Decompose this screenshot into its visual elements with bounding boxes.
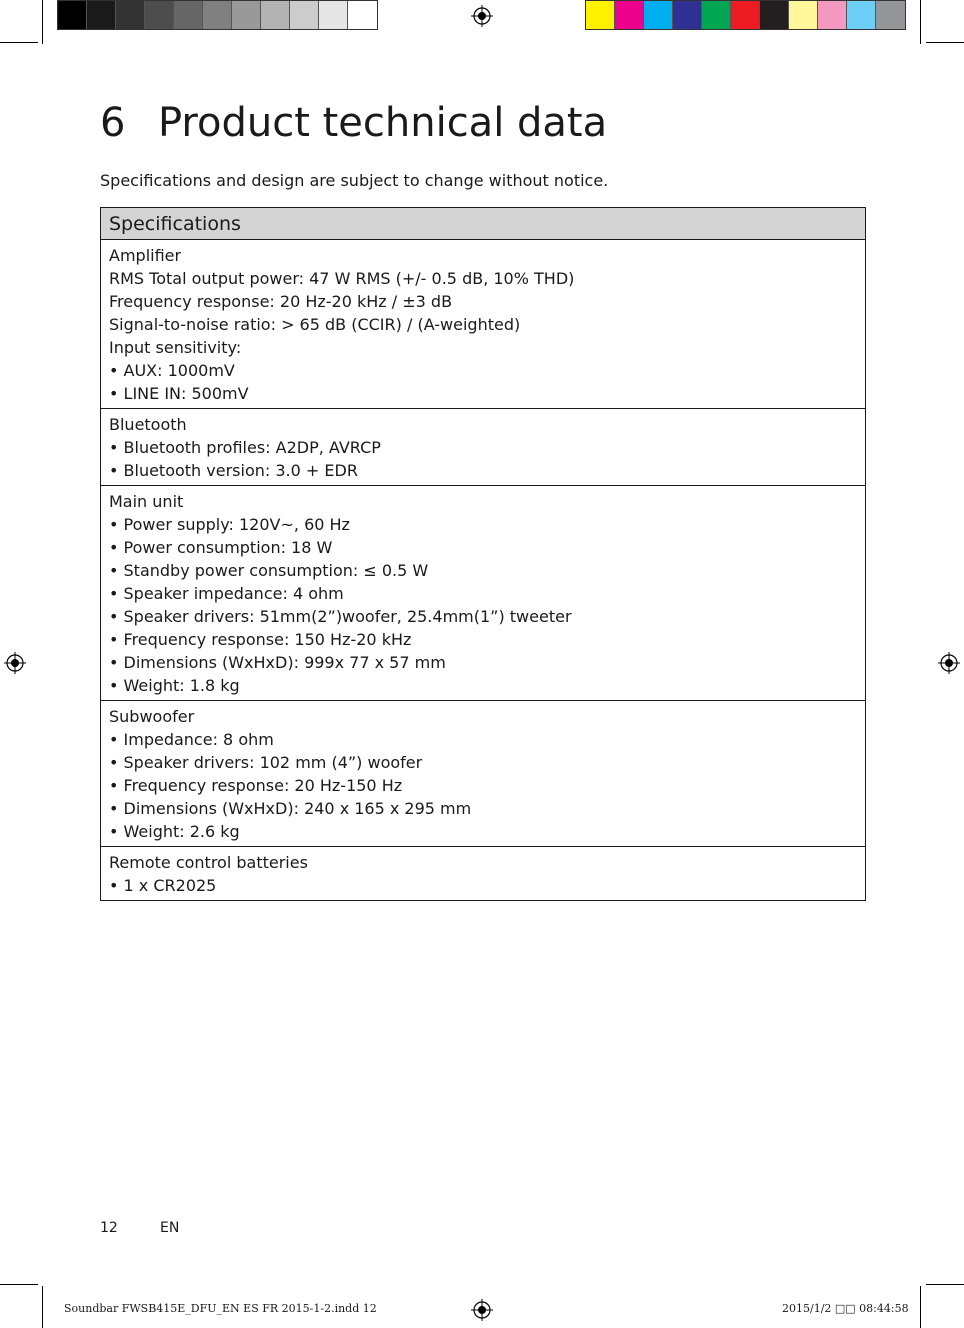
spec-item: Signal-to-noise ratio: > 65 dB (CCIR) / (A-weighted) — [109, 315, 521, 334]
color-swatch — [203, 1, 232, 29]
disclaimer-text: Specifications and design are subject to change without notice. — [100, 171, 609, 190]
spec-item: • Speaker impedance: 4 ohm — [109, 584, 344, 603]
spec-item: Input sensitivity: — [109, 338, 242, 357]
section-heading: Bluetooth — [109, 415, 187, 434]
color-swatch — [789, 1, 818, 29]
spec-item: • Frequency response: 150 Hz-20 kHz — [109, 630, 412, 649]
color-swatch — [290, 1, 319, 29]
spec-item: • Speaker drivers: 51mm(2”)woofer, 25.4mm(1”) tweeter — [109, 607, 572, 626]
crop-mark — [42, 1286, 43, 1328]
color-swatch — [731, 1, 760, 29]
section-title: Product technical data — [158, 100, 608, 146]
crop-mark — [0, 1284, 38, 1285]
table-row — [101, 409, 865, 486]
spec-item: • Power consumption: 18 W — [109, 538, 333, 557]
print-slug-filename: Soundbar FWSB415E_DFU_EN ES FR 2015-1-2.indd 12 — [64, 1302, 377, 1315]
section-heading: Main unit — [109, 492, 184, 511]
color-swatch — [348, 1, 377, 29]
table-row — [101, 240, 865, 409]
table-row — [101, 701, 865, 847]
registration-mark-icon — [471, 1299, 493, 1321]
spec-item: • Power supply: 120V~, 60 Hz — [109, 515, 350, 534]
spec-item: • Bluetooth profiles: A2DP, AVRCP — [109, 438, 381, 457]
spec-item: • Weight: 2.6 kg — [109, 822, 240, 841]
crop-mark — [920, 1286, 921, 1328]
color-swatch — [145, 1, 174, 29]
color-swatch — [673, 1, 702, 29]
crop-mark — [42, 0, 43, 44]
language-code: EN — [160, 1220, 180, 1236]
color-swatch — [615, 1, 644, 29]
color-swatch — [644, 1, 673, 29]
table-body — [101, 240, 865, 900]
spec-item: • Dimensions (WxHxD): 240 x 165 x 295 mm — [109, 799, 472, 818]
spec-item: Frequency response: 20 Hz-20 kHz / ±3 dB — [109, 292, 453, 311]
color-swatch — [87, 1, 116, 29]
color-swatch — [702, 1, 731, 29]
page-title — [100, 100, 607, 146]
color-swatch — [818, 1, 847, 29]
spec-item: • Bluetooth version: 3.0 + EDR — [109, 461, 358, 480]
table-row — [101, 847, 865, 900]
registration-mark-icon — [471, 5, 493, 27]
crop-mark — [926, 1284, 964, 1285]
color-swatch — [876, 1, 905, 29]
spec-item: • Weight: 1.8 kg — [109, 676, 240, 695]
cmyk-color-bar — [585, 0, 906, 30]
color-swatch — [847, 1, 876, 29]
spec-item: • Speaker drivers: 102 mm (4”) woofer — [109, 753, 423, 772]
print-slug-timestamp: 2015/1/2 □□ 08:44:58 — [782, 1302, 909, 1315]
page-number: 12 — [100, 1220, 118, 1236]
color-swatch — [58, 1, 87, 29]
table-header: Specifications — [101, 208, 865, 240]
grayscale-color-bar — [57, 0, 378, 30]
spec-item: • 1 x CR2025 — [109, 876, 217, 895]
spec-item: • Dimensions (WxHxD): 999x 77 x 57 mm — [109, 653, 446, 672]
crop-mark — [0, 42, 38, 43]
section-heading: Subwoofer — [109, 707, 195, 726]
spec-item: RMS Total output power: 47 W RMS (+/- 0.5 dB, 10% THD) — [109, 269, 575, 288]
color-swatch — [760, 1, 789, 29]
registration-mark-icon — [4, 652, 26, 674]
spec-item: • AUX: 1000mV — [109, 361, 235, 380]
spec-item: • Standby power consumption: ≤ 0.5 W — [109, 561, 429, 580]
spec-item: • Impedance: 8 ohm — [109, 730, 274, 749]
color-swatch — [232, 1, 261, 29]
color-swatch — [116, 1, 145, 29]
spec-item: • LINE IN: 500mV — [109, 384, 249, 403]
table-row — [101, 486, 865, 701]
section-heading: Remote control batteries — [109, 853, 308, 872]
registration-mark-icon — [938, 652, 960, 674]
section-heading: Amplifier — [109, 246, 182, 265]
color-swatch — [261, 1, 290, 29]
crop-mark — [920, 0, 921, 44]
specifications-table — [100, 207, 866, 901]
color-swatch — [174, 1, 203, 29]
crop-mark — [926, 42, 964, 43]
color-swatch — [319, 1, 348, 29]
spec-item: • Frequency response: 20 Hz-150 Hz — [109, 776, 403, 795]
section-number: 6 — [100, 100, 126, 146]
color-swatch — [586, 1, 615, 29]
